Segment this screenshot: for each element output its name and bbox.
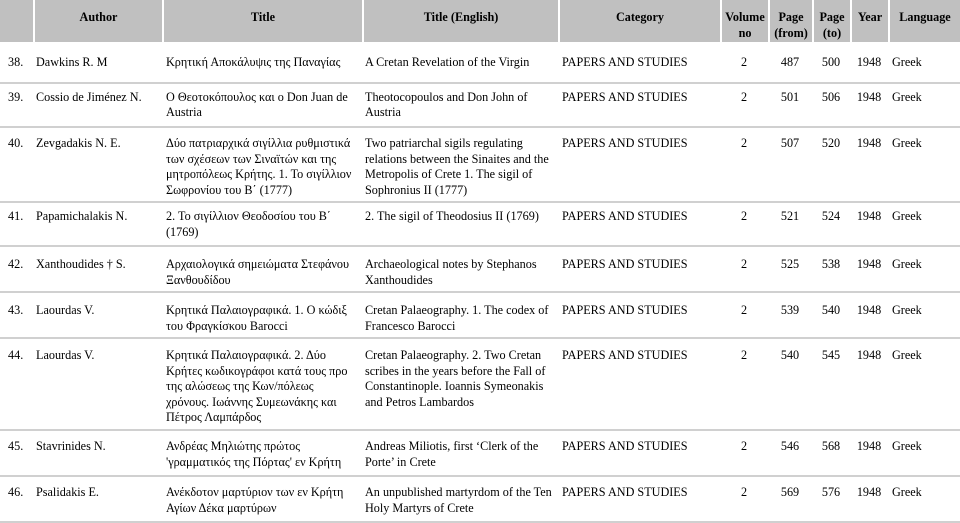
cell-page-to: 524 (821, 209, 841, 224)
cell-title: Ο Θεοτοκόπουλος και ο Don Juan de Austria (166, 89, 348, 119)
cell-language: Greek (892, 257, 922, 272)
cell-page-from: 525 (780, 257, 800, 272)
cell-category: PAPERS AND STUDIES (562, 209, 688, 224)
cell-title-english: Andreas Miliotis, first ‘Clerk of the Porte’ in Crete (365, 439, 539, 469)
cell-number: 42. (8, 257, 24, 272)
cell-title: Ανέκδοτον μαρτύριον των εν Κρήτη Αγίων Δέκα μαρτύρων (166, 485, 344, 515)
cell-category: PAPERS AND STUDIES (562, 485, 688, 500)
cell-page-to: 576 (821, 485, 841, 500)
cell-year: 1948 (856, 348, 882, 363)
cell-category: PAPERS AND STUDIES (562, 439, 688, 454)
cell-language: Greek (892, 303, 922, 318)
cell-page-from: 487 (780, 55, 800, 69)
cell-volume: 2 (740, 257, 748, 272)
cell-volume: 2 (740, 303, 748, 318)
header-title: Title (162, 0, 362, 42)
cell-volume: 2 (740, 55, 748, 69)
cell-number: 38. (8, 55, 24, 69)
cell-year: 1948 (856, 303, 882, 318)
cell-author: Cossio de Jiménez N. (36, 89, 142, 104)
cell-title-english: An unpublished martyrdom of the Ten Holy Martyrs of Crete (365, 485, 552, 515)
cell-number: 39. (8, 89, 24, 104)
header-author: Author (33, 0, 162, 42)
cell-author: Zevgadakis N. E. (36, 136, 121, 151)
cell-author: Xanthoudides † S. (36, 257, 126, 272)
cell-page-to: 506 (821, 89, 841, 104)
cell-title-english: A Cretan Revelation of the Virgin (365, 55, 530, 69)
cell-language: Greek (892, 209, 922, 224)
cell-page-to: 540 (821, 303, 841, 318)
cell-author: Stavrinides N. (36, 439, 106, 454)
cell-volume: 2 (740, 485, 748, 500)
cell-category: PAPERS AND STUDIES (562, 303, 688, 318)
cell-year: 1948 (856, 55, 882, 69)
header-category: Category (558, 0, 720, 42)
cell-language: Greek (892, 89, 922, 104)
cell-year: 1948 (856, 485, 882, 500)
cell-page-from: 539 (780, 303, 800, 318)
cell-number: 44. (8, 348, 24, 363)
cell-page-to: 538 (821, 257, 841, 272)
table-row (0, 337, 960, 429)
cell-language: Greek (892, 55, 922, 69)
header-title-english: Title (English) (362, 0, 558, 42)
cell-page-from: 521 (780, 209, 800, 224)
cell-title: Ανδρέας Μηλιώτης πρώτος 'γραμματικός της Πόρτας' εν Κρήτη (166, 439, 342, 469)
cell-page-to: 520 (821, 136, 841, 151)
header-language: Language (888, 0, 960, 42)
header-volume: Volume no (720, 0, 768, 42)
cell-title-english: Archaeological notes by Stephanos Xanthoudides (365, 257, 537, 287)
table-row (0, 42, 960, 82)
cell-category: PAPERS AND STUDIES (562, 348, 688, 363)
cell-page-from: 540 (780, 348, 800, 363)
cell-volume: 2 (740, 348, 748, 363)
cell-page-from: 507 (780, 136, 800, 151)
cell-title-english: Theotocopoulos and Don John of Austria (365, 89, 528, 119)
cell-page-to: 500 (821, 55, 841, 69)
cell-volume: 2 (740, 89, 748, 104)
cell-number: 45. (8, 439, 24, 454)
cell-page-from: 569 (780, 485, 800, 500)
table-row (0, 201, 960, 245)
cell-title: Αρχαιολογικά σημειώματα Στεφάνου Ξανθουδίδου (166, 257, 350, 287)
cell-category: PAPERS AND STUDIES (562, 136, 688, 151)
cell-title: Κρητικά Παλαιογραφικά. 1. Ο κώδιξ του Φραγκίσκου Barocci (166, 303, 347, 333)
cell-volume: 2 (740, 136, 748, 151)
header-year: Year (850, 0, 888, 42)
cell-author: Laourdas V. (36, 303, 95, 318)
cell-author: Laourdas V. (36, 348, 95, 363)
header-page-to: Page (to) (812, 0, 850, 42)
cell-number: 43. (8, 303, 24, 318)
cell-volume: 2 (740, 209, 748, 224)
table-row (0, 82, 960, 126)
cell-title: Κρητικά Παλαιογραφικά. 2. Δύο Κρήτες κωδικογράφοι κατά τους προ της αλώσεως της Κων/πόλεως χρόνους. Ιωάννης Συμεωνάκης και Πέτρος Λαμπάρδος (166, 348, 348, 425)
cell-author: Dawkins R. M (36, 55, 108, 69)
cell-language: Greek (892, 136, 922, 151)
header-page-from: Page (from) (768, 0, 812, 42)
cell-number: 46. (8, 485, 24, 500)
cell-title: Κρητική Αποκάλυψις της Παναγίας (166, 55, 341, 69)
cell-number: 41. (8, 209, 24, 224)
cell-page-to: 545 (821, 348, 841, 363)
table-header (0, 0, 960, 42)
table-row (0, 126, 960, 201)
cell-volume: 2 (740, 439, 748, 454)
cell-year: 1948 (856, 439, 882, 454)
cell-year: 1948 (856, 209, 882, 224)
table-row (0, 291, 960, 337)
cell-year: 1948 (856, 257, 882, 272)
cell-category: PAPERS AND STUDIES (562, 55, 688, 69)
cell-language: Greek (892, 439, 922, 454)
cell-author: Papamichalakis N. (36, 209, 128, 224)
cell-author: Psalidakis E. (36, 485, 99, 500)
cell-category: PAPERS AND STUDIES (562, 257, 688, 272)
cell-title: Δύο πατριαρχικά σιγίλλια ρυθμιστικά των σχέσεων των Σιναϊτών και της μητροπόλεως Κρήτης. 1. Το σιγίλλιον Σωφρονίου του Β΄ (1777) (166, 136, 352, 197)
cell-page-from: 501 (780, 89, 800, 104)
cell-language: Greek (892, 348, 922, 363)
cell-page-to: 568 (821, 439, 841, 454)
table-row (0, 429, 960, 475)
cell-category: PAPERS AND STUDIES (562, 89, 688, 104)
cell-language: Greek (892, 485, 922, 500)
cell-page-from: 546 (780, 439, 800, 454)
cell-title: 2. Το σιγίλλιον Θεοδοσίου του Β΄ (1769) (166, 209, 331, 239)
table-row (0, 475, 960, 523)
table-row (0, 245, 960, 291)
cell-title-english: Two patriarchal sigils regulating relations between the Sinaites and the Metropolis of Crete 1. The sigil of Sophronius II (1777) (365, 136, 549, 197)
cell-year: 1948 (856, 89, 882, 104)
header-number (0, 0, 33, 42)
cell-year: 1948 (856, 136, 882, 151)
cell-title-english: 2. The sigil of Theodosius II (1769) (365, 209, 539, 224)
cell-number: 40. (8, 136, 24, 151)
cell-title-english: Cretan Palaeography. 2. Two Cretan scribes in the years before the Fall of Constantinople. Ioannis Symeonakis and Petros Lambardos (365, 348, 546, 409)
cell-title-english: Cretan Palaeography. 1. The codex of Francesco Barocci (365, 303, 549, 333)
